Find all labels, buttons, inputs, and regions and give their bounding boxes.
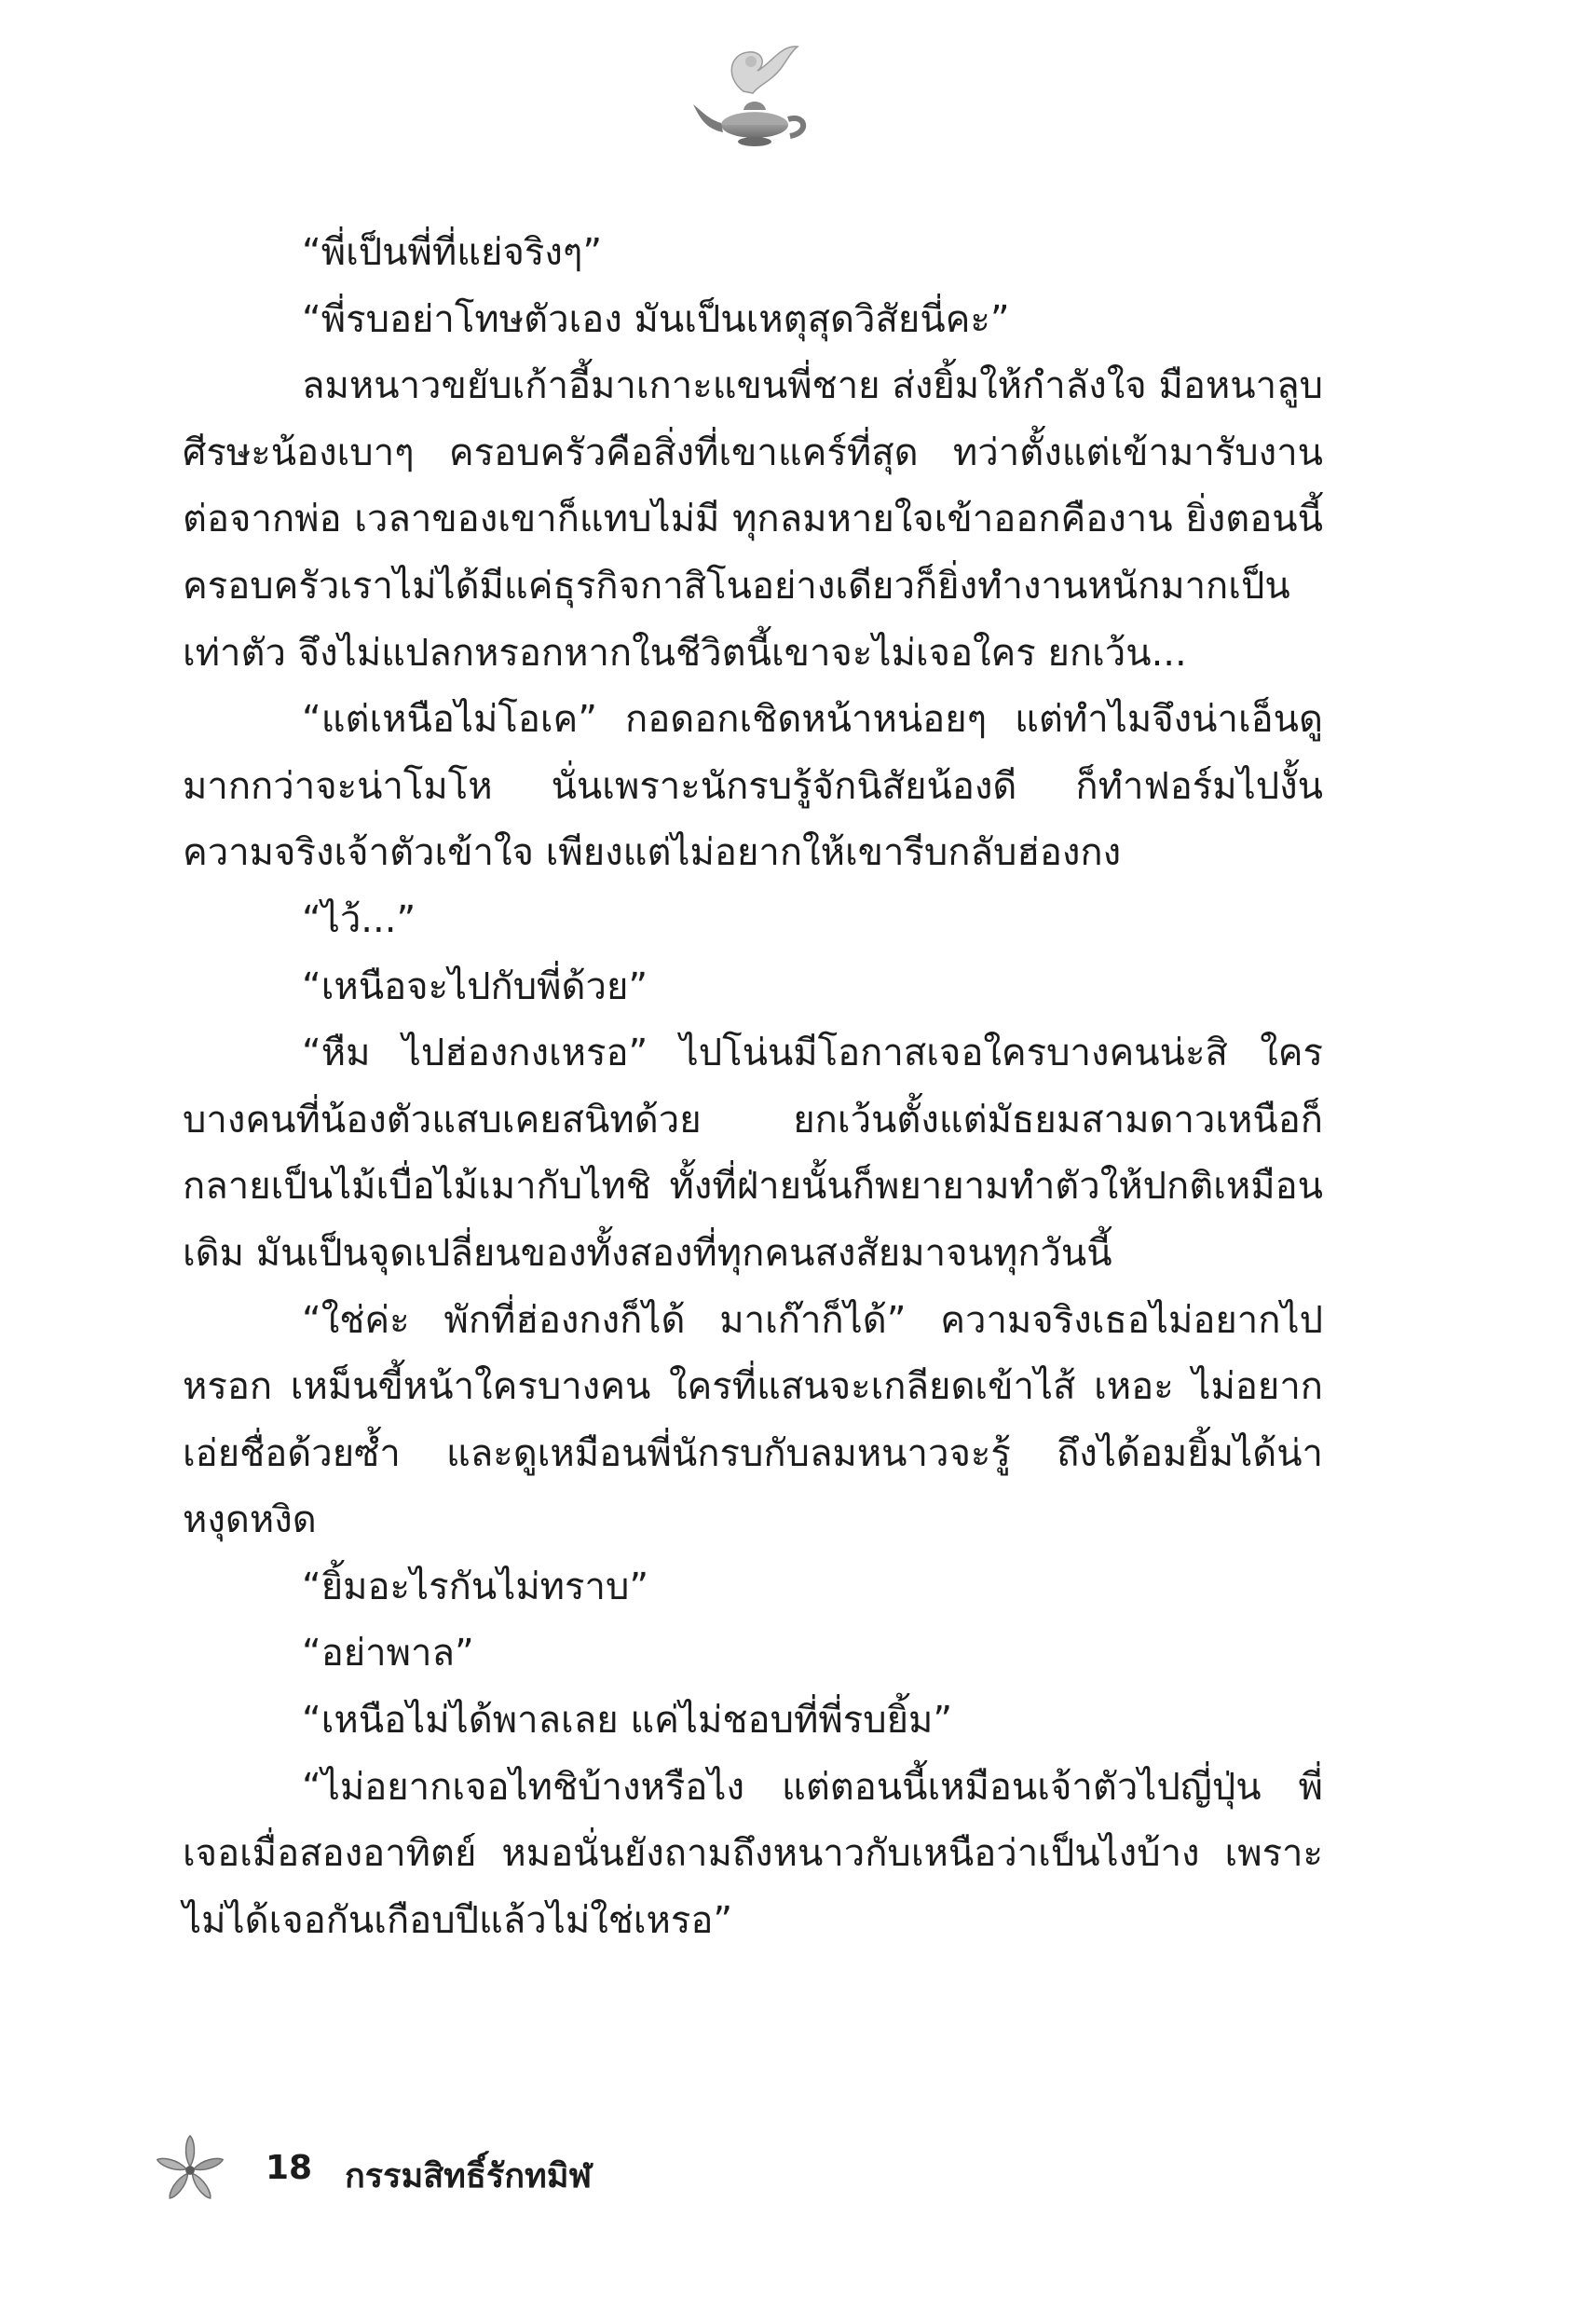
paragraph: “พี่รบอย่าโทษตัวเอง มันเป็นเหตุสุดวิสัยนี่คะ”	[302, 297, 1010, 341]
page-number: 18	[266, 2149, 313, 2187]
book-title: กรรมสิทธิ์รักทมิฬ	[345, 2157, 593, 2195]
paragraph: “ใช่ค่ะ พักที่ฮ่องกงก็ได้ มาเก๊าก็ได้” ความจริงเธอไม่อยากไปหรอก เหม็นขี้หน้าใครบางคน ใครที่แสนจะเกลียดเข้าไส้ เหอะ ไม่อยากเอ่ยชื่อด้วยซ้ำ และดูเหมือนพี่นักรบกับลมหนาวจะรู้ ถึงได้อมยิ้มได้น่าหงุดหงิด	[183, 1298, 1323, 1542]
paragraph: “แต่เหนือไม่โอเค” กอดอกเชิดหน้าหน่อยๆ แต่ทำไมจึงน่าเอ็นดูมากกว่าจะน่าโมโห นั่นเพราะนักรบรู้จักนิสัยน้องดี ก็ทำฟอร์มไปงั้น ความจริงเจ้าตัวเข้าใจ เพียงแต่ไม่อยากให้เขารีบกลับฮ่องกง	[183, 698, 1323, 875]
paragraph: “อย่าพาล”	[302, 1632, 474, 1675]
paragraph: “พี่เป็นพี่ที่แย่จริงๆ”	[302, 231, 603, 274]
paragraph: “ยิ้มอะไรกันไม่ทราบ”	[302, 1565, 649, 1608]
paragraph: “เหนือไม่ได้พาลเลย แค่ไม่ชอบที่พี่รบยิ้ม”	[302, 1699, 953, 1743]
paragraph: “หืม ไปฮ่องกงเหรอ” ไปโน่นมีโอกาสเจอใครบางคนน่ะสิ ใครบางคนที่น้องตัวแสบเคยสนิทด้วย ยกเว้นตั้งแต่มัธยมสามดาวเหนือก็กลายเป็นไม้เบื่อไม้เมากับไทชิ ทั้งที่ฝ่ายนั้นก็พยายามทำตัวให้ปกติเหมือนเดิม มันเป็นจุดเปลี่ยนของทั้งสองที่ทุกคนสงสัยมาจนทุกวันนี้	[183, 1032, 1323, 1275]
magic-lamp-icon	[688, 35, 827, 157]
paragraph: ลมหนาวขยับเก้าอี้มาเกาะแขนพี่ชาย ส่งยิ้มให้กำลังใจ มือหนาลูบศีรษะน้องเบาๆ ครอบครัวคือสิ่งที่เขาแคร์ที่สุด ทว่าตั้งแต่เข้ามารับงานต่อจากพ่อ เวลาของเขาก็แทบไม่มี ทุกลมหายใจเข้าออกคืองาน ยิ่งตอนนี้ครอบครัวเราไม่ได้มีแค่ธุรกิจกาสิโนอย่างเดียวก็ยิ่งทำงานหนักมากเป็นเท่าตัว จึงไม่แปลกหรอกหากในชีวิตนี้เขาจะไม่เจอใคร ยกเว้น...	[183, 364, 1323, 675]
flower-icon	[154, 2134, 226, 2207]
paragraph: “เหนือจะไปกับพี่ด้วย”	[302, 964, 648, 1008]
body-text	[183, 220, 1323, 1954]
paragraph: “ไว้...”	[302, 897, 416, 941]
page-footer	[154, 2134, 899, 2208]
paragraph: “ไม่อยากเจอไทชิบ้างหรือไง แต่ตอนนี้เหมือนเจ้าตัวไปญี่ปุ่น พี่เจอเมื่อสองอาทิตย์ หมอนั่นยังถามถึงหนาวกับเหนือว่าเป็นไงบ้าง เพราะไม่ได้เจอกันเกือบปีแล้วไม่ใช่เหรอ”	[183, 1765, 1323, 1942]
